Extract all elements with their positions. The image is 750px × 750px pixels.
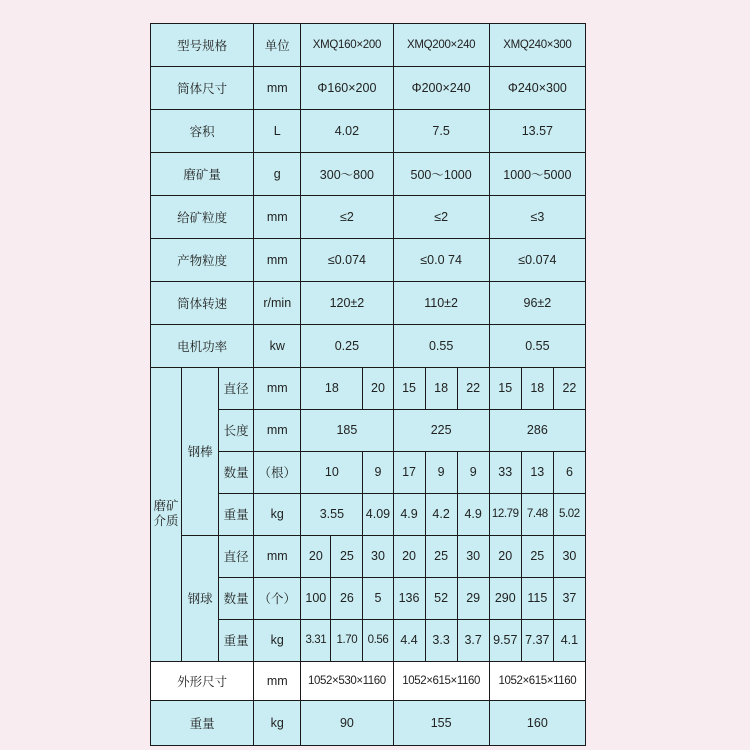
value-cell: 0.56 xyxy=(363,619,393,661)
row-value: ≤2 xyxy=(393,196,489,239)
value-cell: 25 xyxy=(425,535,457,577)
table-row xyxy=(151,239,586,282)
value-cell: 286 xyxy=(489,409,585,451)
model-2-cell: XMQ200×240 xyxy=(393,24,489,67)
value-cell: 3.55 xyxy=(301,493,363,535)
table-row-dimensions xyxy=(151,661,586,700)
value-cell: 30 xyxy=(553,535,585,577)
row-label: 外形尺寸 xyxy=(151,661,254,700)
model-3-cell: XMQ240×300 xyxy=(489,24,585,67)
row-value: 300～800 xyxy=(301,153,393,196)
row-unit: mm xyxy=(254,239,301,282)
row-label: 产物粒度 xyxy=(151,239,254,282)
spec-table xyxy=(150,23,586,746)
param-unit: kg xyxy=(254,493,301,535)
row-unit: r/min xyxy=(254,282,301,325)
value-cell: 3.7 xyxy=(457,619,489,661)
row-value: 1000～5000 xyxy=(489,153,585,196)
row-value: ≤0.0 74 xyxy=(393,239,489,282)
value-cell: 4.4 xyxy=(393,619,425,661)
row-value: 13.57 xyxy=(489,110,585,153)
row-unit: L xyxy=(254,110,301,153)
row-value: 96±2 xyxy=(489,282,585,325)
table-row xyxy=(151,110,586,153)
row-value: 1052×615×1160 xyxy=(393,661,489,700)
param-label: 直径 xyxy=(219,368,254,410)
value-cell: 25 xyxy=(331,535,363,577)
param-label: 数量 xyxy=(219,577,254,619)
table-row-ball-diameter xyxy=(151,535,586,577)
table-row-rod-diameter xyxy=(151,368,586,410)
row-value: Φ200×240 xyxy=(393,67,489,110)
row-value: 155 xyxy=(393,700,489,745)
ball-label-cell: 钢球 xyxy=(182,535,219,661)
table-row-weight xyxy=(151,700,586,745)
row-label: 重量 xyxy=(151,700,254,745)
param-label: 数量 xyxy=(219,451,254,493)
value-cell: 4.09 xyxy=(363,493,393,535)
value-cell: 9.57 xyxy=(489,619,521,661)
value-cell: 3.31 xyxy=(301,619,331,661)
row-value: 90 xyxy=(301,700,393,745)
value-cell: 10 xyxy=(301,451,363,493)
value-cell: 30 xyxy=(363,535,393,577)
value-cell: 17 xyxy=(393,451,425,493)
value-cell: 18 xyxy=(521,368,553,410)
table-row-header xyxy=(151,24,586,67)
value-cell: 18 xyxy=(301,368,363,410)
value-cell: 52 xyxy=(425,577,457,619)
value-cell: 9 xyxy=(457,451,489,493)
value-cell: 100 xyxy=(301,577,331,619)
row-label: 容积 xyxy=(151,110,254,153)
value-cell: 20 xyxy=(489,535,521,577)
row-label: 给矿粒度 xyxy=(151,196,254,239)
value-cell: 15 xyxy=(489,368,521,410)
value-cell: 185 xyxy=(301,409,393,451)
value-cell: 22 xyxy=(553,368,585,410)
media-label-line2: 介质 xyxy=(153,514,179,529)
row-unit: mm xyxy=(254,196,301,239)
row-label: 筒体尺寸 xyxy=(151,67,254,110)
row-value: 1052×530×1160 xyxy=(301,661,393,700)
param-unit: （根） xyxy=(254,451,301,493)
value-cell: 22 xyxy=(457,368,489,410)
value-cell: 7.48 xyxy=(521,493,553,535)
param-unit: mm xyxy=(254,535,301,577)
value-cell: 20 xyxy=(363,368,393,410)
table-row xyxy=(151,153,586,196)
row-unit: mm xyxy=(254,67,301,110)
row-unit: kg xyxy=(254,700,301,745)
value-cell: 7.37 xyxy=(521,619,553,661)
row-value: 1052×615×1160 xyxy=(489,661,585,700)
value-cell: 30 xyxy=(457,535,489,577)
model-1-cell: XMQ160×200 xyxy=(301,24,393,67)
value-cell: 33 xyxy=(489,451,521,493)
rod-label-cell: 钢棒 xyxy=(182,368,219,536)
value-cell: 37 xyxy=(553,577,585,619)
value-cell: 4.9 xyxy=(393,493,425,535)
row-value: 0.55 xyxy=(393,325,489,368)
value-cell: 4.9 xyxy=(457,493,489,535)
row-unit: mm xyxy=(254,661,301,700)
row-label: 电机功率 xyxy=(151,325,254,368)
param-label: 重量 xyxy=(219,619,254,661)
row-value: 4.02 xyxy=(301,110,393,153)
row-value: ≤0.074 xyxy=(301,239,393,282)
unit-label-cell: 单位 xyxy=(254,24,301,67)
row-value: 7.5 xyxy=(393,110,489,153)
value-cell: 20 xyxy=(393,535,425,577)
value-cell: 1.70 xyxy=(331,619,363,661)
value-cell: 136 xyxy=(393,577,425,619)
table-row xyxy=(151,325,586,368)
row-value: ≤0.074 xyxy=(489,239,585,282)
row-value: Φ240×300 xyxy=(489,67,585,110)
value-cell: 290 xyxy=(489,577,521,619)
media-label-line1: 磨矿 xyxy=(153,499,179,514)
spec-label-cell: 型号规格 xyxy=(151,24,254,67)
row-unit: kw xyxy=(254,325,301,368)
value-cell: 4.2 xyxy=(425,493,457,535)
table-row xyxy=(151,282,586,325)
value-cell: 5.02 xyxy=(553,493,585,535)
param-label: 长度 xyxy=(219,409,254,451)
row-value: Φ160×200 xyxy=(301,67,393,110)
row-label: 筒体转速 xyxy=(151,282,254,325)
value-cell: 29 xyxy=(457,577,489,619)
value-cell: 15 xyxy=(393,368,425,410)
value-cell: 20 xyxy=(301,535,331,577)
value-cell: 9 xyxy=(425,451,457,493)
value-cell: 3.3 xyxy=(425,619,457,661)
value-cell: 26 xyxy=(331,577,363,619)
value-cell: 25 xyxy=(521,535,553,577)
value-cell: 12.79 xyxy=(489,493,521,535)
row-value: 160 xyxy=(489,700,585,745)
param-label: 重量 xyxy=(219,493,254,535)
param-unit: mm xyxy=(254,409,301,451)
param-unit: mm xyxy=(254,368,301,410)
param-label: 直径 xyxy=(219,535,254,577)
param-unit: （个） xyxy=(254,577,301,619)
param-unit: kg xyxy=(254,619,301,661)
value-cell: 6 xyxy=(553,451,585,493)
row-value: 0.25 xyxy=(301,325,393,368)
value-cell: 225 xyxy=(393,409,489,451)
table-row xyxy=(151,67,586,110)
value-cell: 115 xyxy=(521,577,553,619)
value-cell: 18 xyxy=(425,368,457,410)
row-value: 110±2 xyxy=(393,282,489,325)
value-cell: 4.1 xyxy=(553,619,585,661)
row-value: ≤3 xyxy=(489,196,585,239)
value-cell: 13 xyxy=(521,451,553,493)
row-value: 0.55 xyxy=(489,325,585,368)
media-category-cell xyxy=(151,368,182,662)
row-value: 120±2 xyxy=(301,282,393,325)
row-value: 500～1000 xyxy=(393,153,489,196)
table-row xyxy=(151,196,586,239)
value-cell: 5 xyxy=(363,577,393,619)
row-unit: g xyxy=(254,153,301,196)
value-cell: 9 xyxy=(363,451,393,493)
row-label: 磨矿量 xyxy=(151,153,254,196)
row-value: ≤2 xyxy=(301,196,393,239)
